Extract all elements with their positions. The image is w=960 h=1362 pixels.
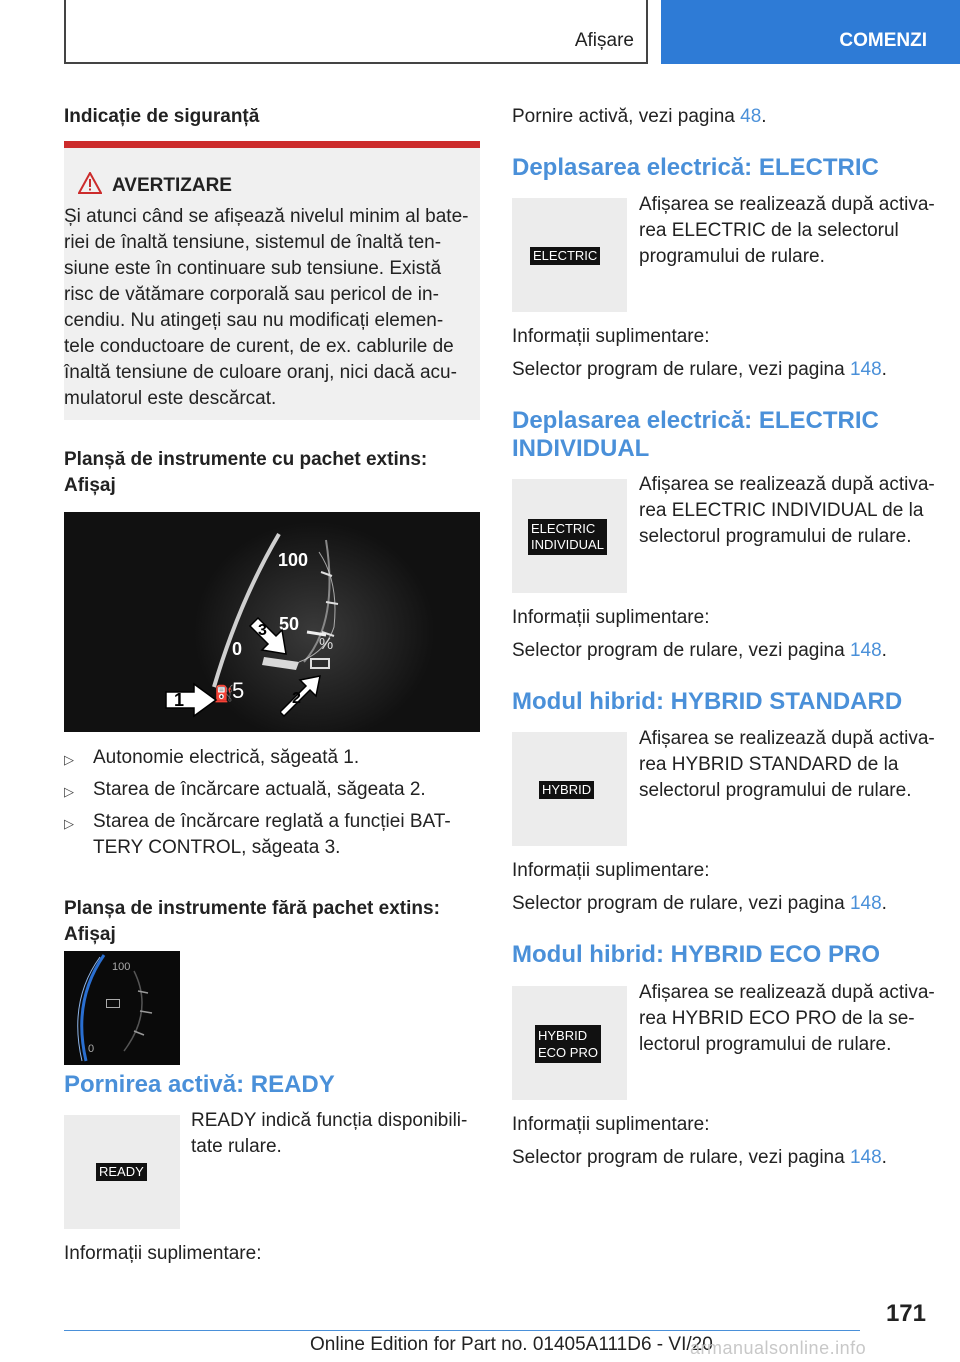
- battery-icon: [106, 999, 120, 1008]
- triangle-bullet-icon: ▷: [64, 784, 74, 799]
- section-heading-electric: Deplasarea electrică: ELECTRIC: [512, 154, 879, 181]
- ready-reference: Pornire activă, vezi pagina 48.: [512, 106, 767, 127]
- header-section-label: COMENZI: [839, 30, 927, 51]
- page-link[interactable]: 48: [740, 106, 762, 127]
- hybrid-eco-pro-reference: Selector program de rulare, vezi pagina 148.: [512, 1147, 887, 1168]
- ready-description: READY indică funcția disponibili- tate rulare.: [191, 1110, 468, 1157]
- electric-individual-indicator-image: [512, 479, 627, 593]
- list-item: ▷ Autonomie electrică, săgeată 1.: [64, 745, 482, 771]
- warning-line: tele conductoare de curent, de ex. cablurile de: [64, 336, 454, 357]
- extended-cluster-heading: [64, 447, 427, 499]
- arrow-2-marker: [280, 672, 330, 727]
- extended-cluster-image: [64, 512, 480, 732]
- warning-line: risc de vătămare corporală sau pericol de in-: [64, 284, 439, 305]
- warning-line: cendiu. Nu atingeți sau nu modificați elemen-: [64, 310, 444, 331]
- arrow-3-marker: [246, 614, 290, 661]
- warning-icon: [78, 172, 102, 199]
- battery-icon: [310, 658, 330, 669]
- section-heading-hybrid-eco-pro: Modul hibrid: HYBRID ECO PRO: [512, 941, 880, 968]
- small-gauge-scale-100: 100: [112, 961, 131, 973]
- hybrid-standard-reference: Selector program de rulare, vezi pagina 148.: [512, 893, 887, 914]
- electric-individual-label: ELECTRIC INDIVIDUAL: [528, 519, 607, 555]
- triangle-bullet-icon: ▷: [64, 752, 74, 767]
- warning-line: mulatorul este descărcat.: [64, 388, 277, 409]
- page-link[interactable]: 148: [849, 893, 882, 914]
- warning-box: [64, 141, 480, 420]
- warning-line: înaltă tensiune de culoare oranj, nici dacă acu-: [64, 362, 457, 383]
- electric-label: ELECTRIC: [530, 247, 600, 265]
- header-tab-label: Afișare: [574, 30, 634, 51]
- warning-line: siune este în continuare sub tensiune. Există: [64, 258, 442, 279]
- page-number: 171: [885, 1300, 926, 1327]
- hybrid-eco-pro-indicator-image: [512, 986, 627, 1100]
- page-link[interactable]: 148: [849, 640, 882, 661]
- hybrid-eco-pro-label: HYBRID ECO PRO: [535, 1025, 601, 1063]
- electric-info-label: Informații suplimentare:: [512, 326, 710, 347]
- range-icon: ⛽: [214, 686, 234, 703]
- hybrid-indicator-image: [512, 732, 627, 846]
- electric-indicator-image: [512, 198, 627, 312]
- electric-reference: Selector program de rulare, vezi pagina 148.: [512, 359, 887, 380]
- page-link[interactable]: 148: [849, 1147, 882, 1168]
- gauge-scale-50: 50: [279, 614, 300, 634]
- page-link[interactable]: 148: [849, 359, 882, 380]
- hybrid-label: HYBRID: [539, 781, 594, 799]
- ready-heading: Pornirea activă: READY: [64, 1071, 335, 1098]
- hybrid-standard-description: Afișarea se realizează după activa- rea HYBRID STANDARD de la selectorul programului de rulare.: [639, 728, 935, 801]
- basic-cluster-image: [64, 951, 180, 1065]
- warning-text: [64, 204, 480, 412]
- electric-individual-info-label: Informații suplimentare:: [512, 607, 710, 628]
- arrow-1-marker: [164, 682, 218, 723]
- hybrid-standard-info-label: Informații suplimentare:: [512, 860, 710, 881]
- safety-heading: Indicație de siguranță: [64, 106, 260, 127]
- arrow-2-label: 2: [292, 690, 301, 707]
- hybrid-eco-pro-info-label: Informații suplimentare:: [512, 1114, 710, 1135]
- arrow-1-label: 1: [174, 690, 185, 710]
- section-heading-hybrid-standard: Modul hibrid: HYBRID STANDARD: [512, 688, 903, 715]
- range-value: 5: [232, 678, 245, 703]
- ready-info-label: Informații suplimentare:: [64, 1243, 262, 1264]
- no-extended-cluster-heading-line: Planșa de instrumente fără pachet extins:: [64, 898, 440, 919]
- electric-individual-reference: Selector program de rulare, vezi pagina 148.: [512, 640, 887, 661]
- warning-line: riei de înaltă tensiune, sistemul de înaltă ten-: [64, 232, 442, 253]
- gauge-scale-0: 0: [232, 639, 243, 659]
- electric-individual-description: Afișarea se realizează după activa- rea ELECTRIC INDIVIDUAL de la selectorul programului de rulare.: [639, 474, 935, 547]
- gauge-percent: %: [319, 636, 334, 653]
- header-section-tab: [661, 0, 960, 64]
- gauge-scale-100: 100: [278, 550, 309, 570]
- warning-title: AVERTIZARE: [112, 175, 232, 196]
- list-item: ▷ Starea de încărcare actuală, săgeata 2.: [64, 777, 482, 803]
- ready-indicator-image: [64, 1115, 180, 1229]
- no-extended-cluster-heading-line: Afișaj: [64, 924, 116, 945]
- triangle-bullet-icon: ▷: [64, 816, 74, 831]
- electric-description: Afișarea se realizează după activa- rea ELECTRIC de la selectorul programului de rulare.: [639, 194, 935, 267]
- footer-watermark: armanualsonline.info: [690, 1338, 867, 1358]
- no-extended-cluster-heading: [64, 896, 440, 948]
- footer-rule: [64, 1330, 860, 1331]
- section-heading-electric-individual: Deplasarea electrică: ELECTRIC INDIVIDUAL: [512, 407, 879, 462]
- extended-cluster-heading-line: Afișaj: [64, 475, 116, 496]
- footer-edition: Online Edition for Part no. 01405A111D6 - VI/20: [310, 1334, 713, 1355]
- small-gauge-scale-0: 0: [88, 1043, 95, 1055]
- extended-cluster-heading-line: Planșă de instrumente cu pachet extins:: [64, 449, 428, 470]
- list-item: ▷ Starea de încărcare reglată a funcției BAT- TERY CONTROL, săgeata 3.: [64, 811, 451, 858]
- header-tab-afisare: [64, 0, 648, 64]
- arrow-3-label: 3: [258, 622, 267, 639]
- ready-label: READY: [96, 1163, 147, 1181]
- warning-line: Și atunci când se afișează nivelul minim al bate-: [64, 206, 469, 227]
- hybrid-eco-pro-description: Afișarea se realizează după activa- rea HYBRID ECO PRO de la se- lectorul programului de rulare.: [639, 982, 935, 1055]
